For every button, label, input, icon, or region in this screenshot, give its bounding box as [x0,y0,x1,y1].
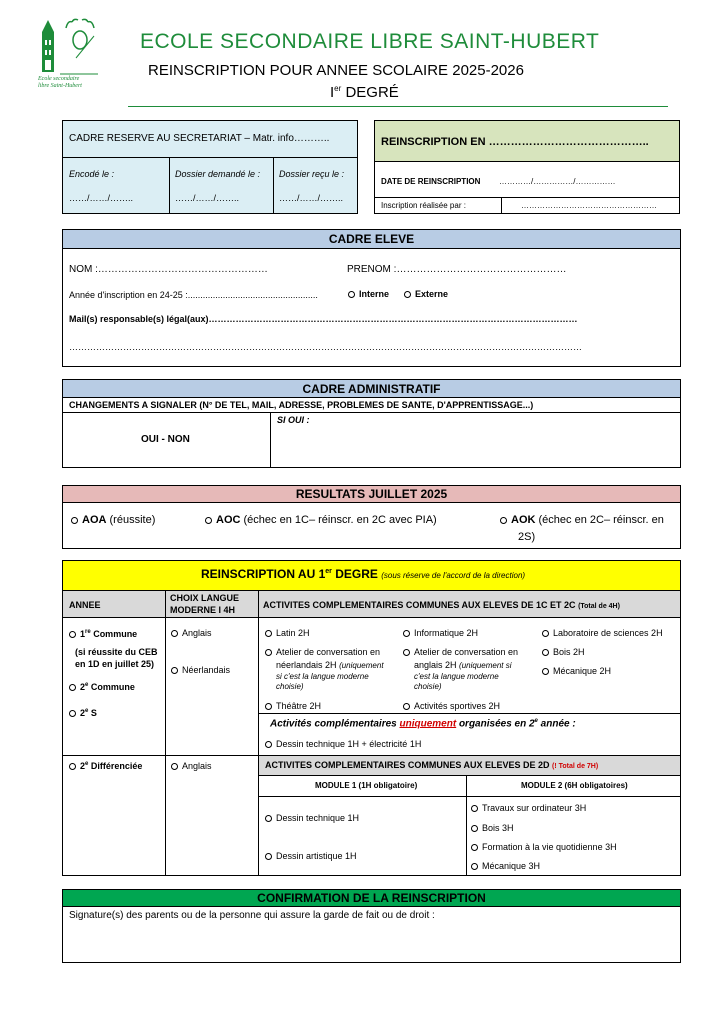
annee-1c-note-2: en 1D en juillet 25) [75,659,155,669]
externe-label: Externe [415,289,449,299]
diff-langue-anglais-label: Anglais [182,761,212,771]
act-conv-nl-note3: choisie) [276,682,304,691]
degre-title [201,567,525,581]
act-informatique-radio-icon[interactable] [403,630,410,637]
administratif-col-divider [270,412,271,468]
act-conv-en-line2-wrap [414,660,512,670]
degre-title-note: (sous réserve de l'accord de la direction) [381,571,526,580]
module-2-title: MODULE 2 (6H obligatoires) [521,781,628,790]
annee-1c-note-1: (si réussite du CEB [75,647,158,657]
encode-label: Encodé le : [69,169,115,179]
only2-divider [258,713,680,714]
form-subtitle: REINSCRIPTION POUR ANNEE SCOLAIRE 2025-2026 [148,62,524,79]
mail-responsables-field[interactable]: Mail(s) responsable(s) légal(aux)…………………………………………………………………………………………………………… [69,314,578,324]
act-conv-nl-line2-wrap [276,660,384,670]
annee-2d-sup: e [85,761,89,767]
secretariat-title: CADRE RESERVE AU SECRETARIAT – Matr. info……….. [69,133,330,144]
m2-mecanique[interactable] [471,861,540,871]
m1-dessin-artistique-radio-icon[interactable] [265,853,272,860]
act-bois-label: Bois 2H [553,647,585,657]
m2-formation-vie-radio-icon[interactable] [471,844,478,851]
act-conv-en[interactable] [403,647,518,657]
degre-box [62,560,681,876]
only-2e-annee-heading [270,718,576,729]
act-conv-nl-note1: (uniquement [339,661,384,670]
act-bois[interactable] [542,647,585,657]
annee-2s-radio-icon[interactable] [69,710,76,717]
date-reinscription-label: DATE DE REINSCRIPTION [381,177,481,186]
degree-main: I [330,84,335,101]
interne-radio-icon[interactable] [348,291,355,298]
nom-field[interactable]: NOM :…………………………………………… [69,264,268,275]
eleve-title: CADRE ELEVE [328,232,415,246]
m2-travaux-ordinateur-label: Travaux sur ordinateur 3H [482,803,587,813]
langue-anglais-label: Anglais [182,628,212,638]
annee-2c-end: Commune [88,682,135,692]
only2-c: organisées en 2 [456,718,535,730]
resultats-title: RESULTATS JUILLET 2025 [295,487,448,501]
confirmation-title: CONFIRMATION DE LA REINSCRIPTION [257,891,486,905]
act-conv-en-note3: choisie) [414,682,442,691]
col-activites-label: ACTIVITES COMPLEMENTAIRES COMMUNES AUX ELEVES DE 1C ET 2C [263,600,576,610]
act-mecanique[interactable] [542,666,611,676]
changes-label: CHANGEMENTS A SIGNALER (N° DE TEL, MAIL, ADRESSE, PROBLEMES DE SANTE, D'APPRENTISSAGE...) [69,400,534,410]
annee-1c-end: Commune [90,629,138,639]
done-by-value[interactable]: …………………………………………… [521,201,657,210]
module-divider [258,796,680,797]
degree-title [330,84,399,101]
eleve-box [62,229,681,367]
diff-langue-anglais-radio-icon[interactable] [171,763,178,770]
signature-area[interactable] [63,924,680,962]
aoa-option[interactable] [71,514,155,526]
col-activites [263,600,620,610]
act-dessin-tech-elec-label: Dessin technique 1H + électricité 1H [276,739,422,749]
module-col-divider [466,775,467,876]
act-conv-en-line1: Atelier de conversation en [414,647,519,657]
aoc-option[interactable] [205,514,437,526]
logo-text-line1: Ecole secondaire [38,76,80,82]
langue-neerlandais-label: Néerlandais [182,665,231,675]
langue-anglais-radio-icon[interactable] [171,630,178,637]
aok-code: AOK [511,514,536,526]
only2-a: Activités complémentaires [270,718,400,730]
act-bois-radio-icon[interactable] [542,649,549,656]
reinscription-en-box [374,120,680,214]
dossier-recu-value[interactable]: ……/……/…….. [279,193,344,203]
reinscription-col-divider [501,197,502,214]
m1-dessin-artistique[interactable] [265,851,357,861]
act-informatique-label: Informatique 2H [414,628,479,638]
m2-travaux-ordinateur[interactable] [471,803,586,813]
act-latin-radio-icon[interactable] [265,630,272,637]
confirmation-box [62,889,681,963]
mail-dots-line[interactable]: ……………………………………………………………………………………………………………………………………………………… [69,342,582,352]
annee-2c-sup: e [85,682,89,688]
externe-radio-icon[interactable] [404,291,411,298]
m1-dessin-technique[interactable] [265,813,359,823]
m1-dessin-technique-label: Dessin technique 1H [276,813,360,823]
signature-label: Signature(s) des parents ou de la personne qui assure la garde de fait ou de droit : [69,910,435,921]
m2-bois-label: Bois 3H [482,823,514,833]
m2-bois[interactable] [471,823,514,833]
annee-2c-radio-icon[interactable] [69,684,76,691]
annee-2d-radio-icon[interactable] [69,763,76,770]
degre-col-divider-2 [258,591,259,756]
col-annee: ANNEE [69,600,101,610]
reinscription-en-title[interactable]: REINSCRIPTION EN …………………………………….. [381,136,649,148]
date-reinscription-value[interactable]: …………/……………/…………… [499,177,616,186]
annee-2c-option[interactable] [69,682,135,692]
annee-2s-end: S [88,708,97,718]
aoa-radio-icon[interactable] [71,517,78,524]
degree-sup: er [334,84,342,93]
langue-anglais-option[interactable] [171,628,212,638]
deer-icon [38,18,100,78]
annee-1c-num: 1 [80,629,86,639]
only2-sup: e [534,718,538,724]
secretariat-col-divider-1 [169,157,170,214]
dossier-recu-label: Dossier reçu le : [279,169,345,179]
diff-title [265,760,598,770]
act-conv-en-note2: c'est la langue moderne [414,672,499,681]
act-sport-label: Activités sportives 2H [414,701,501,711]
degree-word: DEGRÉ [345,84,399,101]
annee-1c-option[interactable] [69,629,137,639]
act-latin[interactable] [265,628,310,638]
annee-2c-num: 2 [80,682,86,692]
secretariat-col-divider-2 [273,157,274,214]
administratif-box [62,379,681,468]
annee-2s-sup: e [85,708,89,714]
interne-label: Interne [359,289,390,299]
degre-title-main: REINSCRIPTION AU 1 [201,567,326,581]
act-sport-radio-icon[interactable] [403,703,410,710]
secretariat-box [62,120,358,214]
col-langue-line1: CHOIX LANGUE [170,593,240,603]
act-labo-label: Laboratoire de sciences 2H [553,628,663,638]
prenom-field[interactable]: PRENOM :…………………………………………… [347,264,567,275]
si-oui-label: SI OUI : [277,415,310,425]
annee-2s-option[interactable] [69,708,97,718]
reinscription-divider [375,197,679,198]
act-conv-en-note1: (uniquement si [459,661,512,670]
col-langue-line2: MODERNE I 4H [170,605,236,615]
act-mecanique-label: Mécanique 2H [553,666,612,676]
school-name: ECOLE SECONDAIRE LIBRE SAINT-HUBERT [140,30,600,53]
aok-option[interactable] [500,514,664,526]
act-conv-nl-line2: néerlandais 2H [276,660,337,670]
act-sport[interactable] [403,701,500,711]
act-conv-nl-line1: Atelier de conversation en [276,647,381,657]
school-logo [38,18,100,92]
secretariat-divider [63,157,357,158]
m2-bois-radio-icon[interactable] [471,825,478,832]
annee-1c-radio-icon[interactable] [69,631,76,638]
done-by-label: Inscription réalisée par : [381,201,466,210]
m2-travaux-ordinateur-radio-icon[interactable] [471,805,478,812]
act-theatre[interactable] [265,701,321,711]
langue-neerlandais-radio-icon[interactable] [171,667,178,674]
act-theatre-label: Théâtre 2H [276,701,322,711]
aoa-code: AOA [82,514,107,526]
interne-option[interactable] [348,289,389,299]
only2-b: uniquement [399,718,457,730]
m2-mecanique-radio-icon[interactable] [471,863,478,870]
logo-text-line2: libre Saint-Hubert [38,83,82,89]
aok-text: (échec en 2C– réinscr. en [538,514,664,526]
m2-mecanique-label: Mécanique 3H [482,861,541,871]
annee-2s-num: 2 [80,708,86,718]
m1-dessin-technique-radio-icon[interactable] [265,815,272,822]
langue-neerlandais-option[interactable] [171,665,230,675]
annee-2d-option[interactable] [69,761,142,771]
degre-title-end: DEGRE [331,567,378,581]
degre-col-divider-1 [165,591,166,756]
diff-langue-anglais-option[interactable] [171,761,212,771]
annee-2d-num: 2 [80,761,86,771]
oui-non-choice[interactable]: OUI - NON [141,434,190,445]
module-1-title: MODULE 1 (1H obligatoire) [315,781,418,790]
col-activites-note: (Total de 4H) [578,603,620,610]
aok-radio-icon[interactable] [500,517,507,524]
administratif-divider [63,412,680,413]
aoa-text: (réussite) [109,514,156,526]
act-conv-nl-radio-icon[interactable] [265,649,272,656]
externe-option[interactable] [404,289,448,299]
act-informatique[interactable] [403,628,478,638]
act-dessin-tech-elec[interactable] [265,739,421,749]
diff-title-label: ACTIVITES COMPLEMENTAIRES COMMUNES AUX ELEVES DE 2D [265,760,550,770]
annee-2d-end: Différenciée [88,761,143,771]
header-divider [128,106,668,107]
m2-formation-vie-label: Formation à la vie quotidienne 3H [482,842,617,852]
act-conv-nl-note2: si c'est la langue moderne [276,672,369,681]
act-latin-label: Latin 2H [276,628,310,638]
act-labo[interactable] [542,628,663,638]
encode-value[interactable]: ……/……/…….. [69,193,134,203]
m2-formation-vie[interactable] [471,842,617,852]
diff-total: (! Total de 7H) [552,763,599,770]
only2-d: année : [537,718,576,730]
aoc-text: (échec en 1C– réinscr. en 2C avec PIA) [243,514,437,526]
act-conv-en-line2: anglais 2H [414,660,457,670]
act-mecanique-radio-icon[interactable] [542,668,549,675]
dossier-demande-label: Dossier demandé le : [175,169,261,179]
act-conv-en-radio-icon[interactable] [403,649,410,656]
dossier-demande-value[interactable]: ……/……/…….. [175,193,240,203]
act-theatre-radio-icon[interactable] [265,703,272,710]
administratif-title: CADRE ADMINISTRATIF [302,382,441,396]
act-dessin-tech-elec-radio-icon[interactable] [265,741,272,748]
aok-text-line2: 2S) [518,531,536,543]
resultats-box [62,485,681,549]
aoc-code: AOC [216,514,241,526]
act-labo-radio-icon[interactable] [542,630,549,637]
annee-1c-sup: re [85,629,91,635]
m1-dessin-artistique-label: Dessin artistique 1H [276,851,357,861]
act-conv-nl[interactable] [265,647,380,657]
diff-col-divider-1 [165,755,166,876]
aoc-radio-icon[interactable] [205,517,212,524]
degre-title-sup: er [325,568,332,575]
annee-inscription-field[interactable]: Année d'inscription en 24-25 :.................................................... [69,290,318,300]
